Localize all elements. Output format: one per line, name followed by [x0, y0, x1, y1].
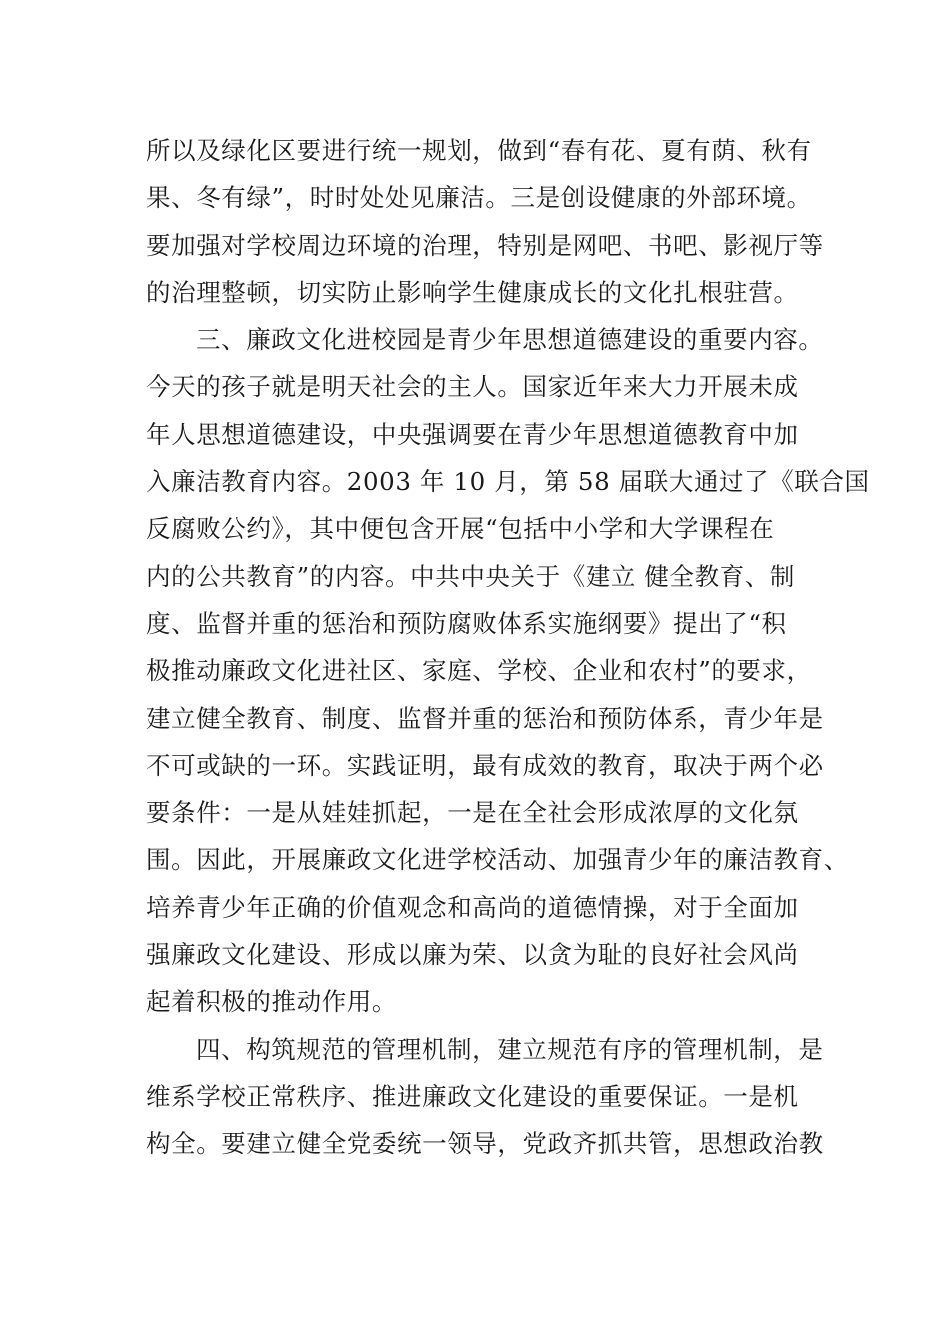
- text-line: 要条件：一是从娃娃抓起，一是在全社会形成浓厚的文化氛: [146, 798, 799, 828]
- text-line: 入廉洁教育内容。2003 年 10 月，第 58 届联大通过了《联合国: [146, 467, 870, 497]
- text-line: 反腐败公约》，其中便包含开展“包括中小学和大学课程在: [146, 514, 775, 544]
- text-line: 要加强对学校周边环境的治理，特别是网吧、书吧、影视厅等: [146, 230, 824, 260]
- text-line: 建立健全教育、制度、监督并重的惩治和预防体系，青少年是: [146, 703, 824, 733]
- text-line: 内的公共教育”的内容。中共中央关于《建立 健全教育、制: [146, 561, 796, 591]
- text-line: 强廉政文化建设、形成以廉为荣、以贪为耻的良好社会风尚: [146, 940, 799, 970]
- text-line: 年人思想道德建设，中央强调要在青少年思想道德教育中加: [146, 419, 799, 449]
- text-line: 今天的孩子就是明天社会的主人。国家近年来大力开展未成: [146, 372, 799, 402]
- text-line: 极推动廉政文化进社区、家庭、学校、企业和农村”的要求，: [146, 656, 812, 686]
- text-line: 培养青少年正确的价值观念和高尚的道德情操，对于全面加: [146, 892, 799, 922]
- paragraph-heading-4: 四、构筑规范的管理机制，建立规范有序的管理机制，是: [196, 1034, 824, 1064]
- text-line: 构全。要建立健全党委统一领导，党政齐抓共管，思想政治教: [146, 1129, 824, 1159]
- paragraph-heading-3: 三、廉政文化进校园是青少年思想道德建设的重要内容。: [196, 325, 824, 355]
- text-line: 度、监督并重的惩治和预防腐败体系实施纲要》提出了“积: [146, 608, 787, 638]
- text-line: 所以及绿化区要进行统一规划，做到“春有花、夏有荫、秋有: [146, 136, 812, 165]
- text-line: 不可或缺的一环。实践证明，最有成效的教育，取决于两个必: [146, 750, 824, 780]
- text-line: 维系学校正常秩序、推进廉政文化建设的重要保证。一是机: [146, 1081, 799, 1111]
- text-line: 起着积极的推动作用。: [146, 987, 397, 1017]
- document-body: [146, 127, 870, 1168]
- text-line: 的治理整顿，切实防止影响学生健康成长的文化扎根驻营。: [146, 277, 799, 307]
- text-line: 围。因此，开展廉政文化进学校活动、加强青少年的廉洁教育、: [146, 845, 849, 875]
- text-line: 果、冬有绿”，时时处处见廉洁。三是创设健康的外部环境。: [146, 183, 812, 213]
